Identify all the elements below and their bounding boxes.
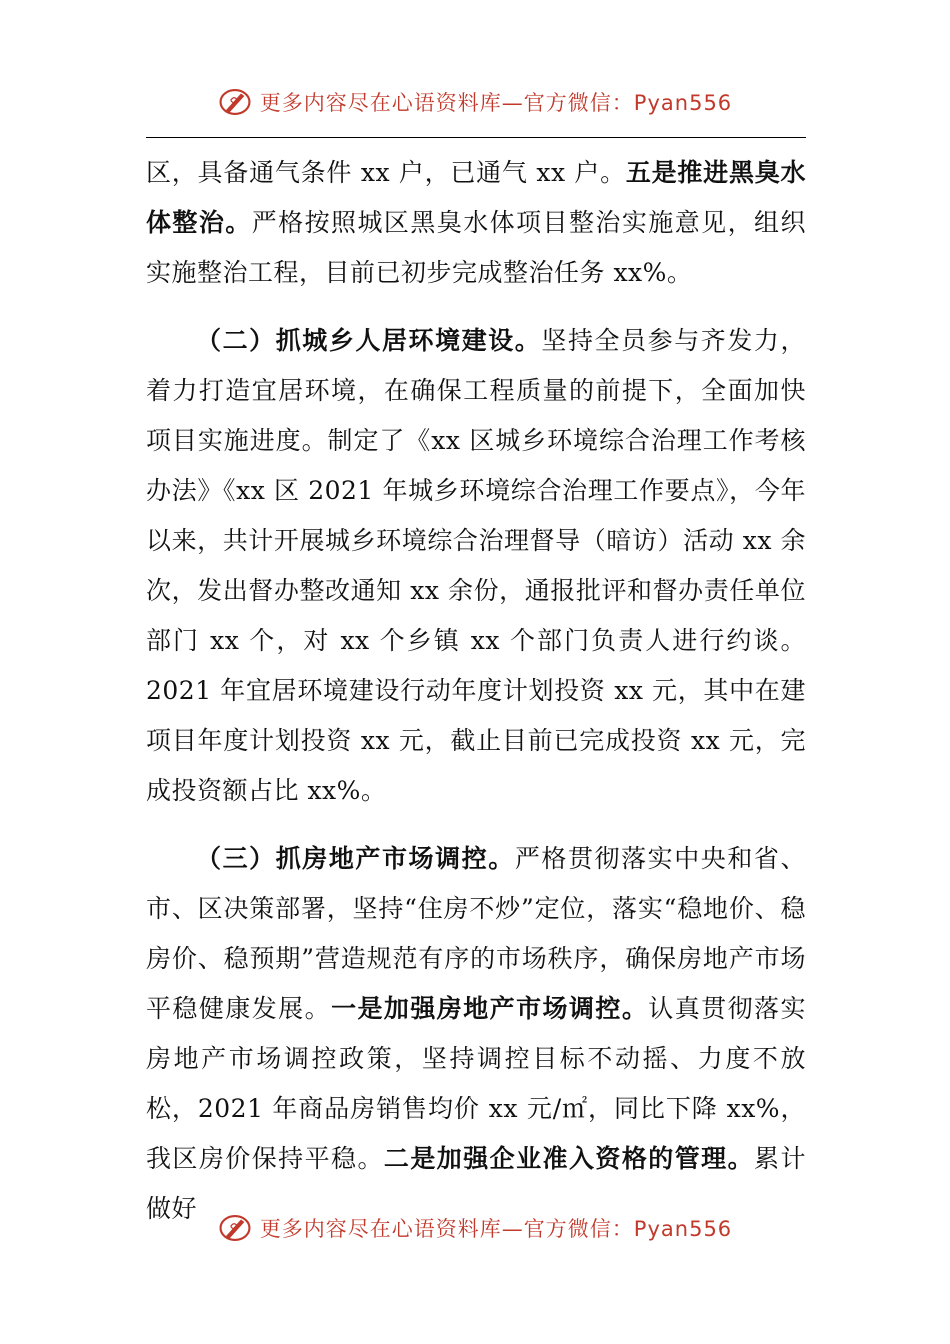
paragraph-text: 区，具备通气条件 xx 户，已通气 xx 户。 — [146, 158, 626, 187]
watermark-text: 更多内容尽在心语资料库—官方微信：Pyan556 — [259, 1217, 733, 1241]
paragraph — [146, 316, 806, 816]
paragraph-text: 坚持全员参与齐发力，着力打造宜居环境，在确保工程质量的前提下，全面加快项目实施进度。制定了《xx 区城乡环境综合治理工作考核办法》《xx 区 2021 年城乡环境综合治理工作要点》，今年以来，共计开展城乡环境综合治理督导（暗访）活动 xx 余次，发出督办整改通知 xx 余份，通报批评和督办责任单位部门 xx 个，对 xx 个乡镇 xx 个部门负责人进行约谈。2021 年宜居环境建设行动年度计划投资 xx 元，其中在建项目年度计划投资 xx 元，截止目前已完成投资 xx 元，完成投资额占比 xx%。 — [146, 326, 806, 805]
watermark-text: 更多内容尽在心语资料库—官方微信：Pyan556 — [259, 91, 733, 115]
paragraph-text: 累计做好 — [146, 1144, 806, 1223]
paragraph-text: 认真贯彻落实房地产市场调控政策，坚持调控目标不动摇、力度不放松，2021 年商品房销售均价 xx 元/㎡，同比下降 xx%，我区房价保持平稳。 — [146, 994, 806, 1173]
bold-heading: 一是加强房地产市场调控。 — [331, 994, 649, 1023]
paragraph-text: 严格按照城区黑臭水体项目整治实施意见，组织实施整治工程，目前已初步完成整治任务 xx%。 — [146, 208, 806, 287]
document-body — [146, 148, 806, 1234]
header-divider — [146, 137, 806, 138]
paragraph — [146, 148, 806, 298]
section-heading: （二）抓城乡人居环境建设。 — [196, 326, 542, 355]
paragraph — [146, 834, 806, 1234]
section-heading: （三）抓房地产市场调控。 — [196, 844, 515, 873]
pen-heart-logo-icon — [218, 1211, 252, 1245]
pen-heart-logo-icon — [218, 85, 252, 119]
paragraph-text: 严格贯彻落实中央和省、市、区决策部署，坚持“住房不炒”定位，落实“稳地价、稳房价、稳预期”营造规范有序的市场秩序，确保房地产市场平稳健康发展。 — [146, 844, 806, 1023]
header-watermark-banner — [0, 82, 950, 122]
bold-heading: 五是推进黑臭水体整治。 — [146, 158, 806, 237]
bold-heading: 二是加强企业准入资格的管理。 — [383, 1144, 755, 1173]
footer-watermark-banner — [0, 1208, 950, 1248]
